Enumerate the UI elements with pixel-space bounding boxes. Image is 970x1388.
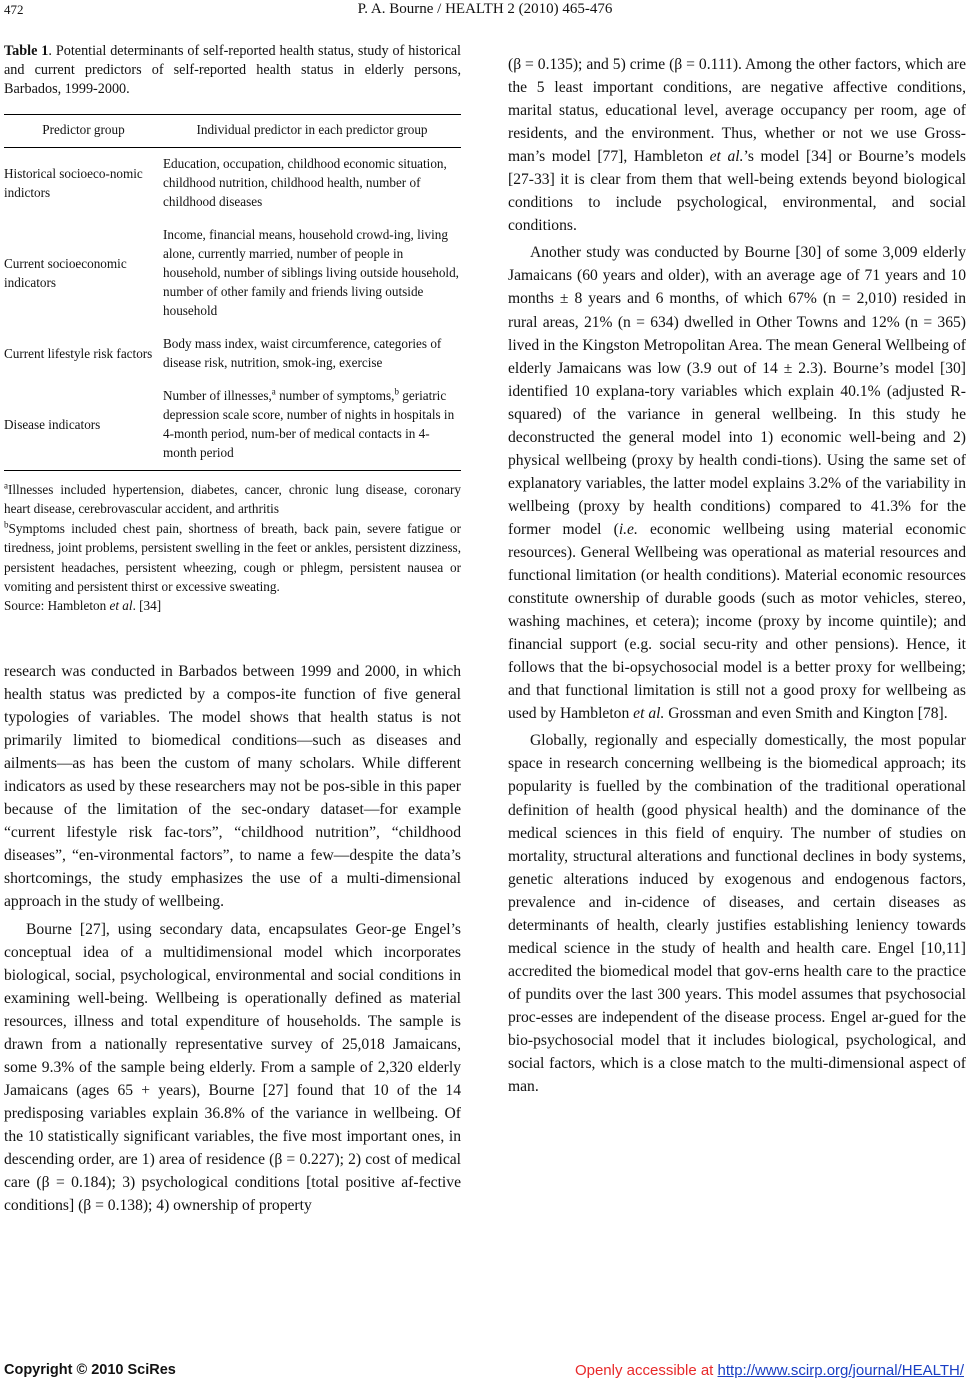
table-caption-text: . Potential determinants of self-reported health status, study of historical and current predictors of self-reported health status in elderly persons, Barbados, 1999-2000.	[4, 43, 461, 97]
left-column	[4, 660, 461, 1217]
right-column	[508, 53, 966, 1098]
copyright-notice: Copyright © 2010 SciRes	[4, 1362, 176, 1378]
table-caption	[4, 42, 461, 99]
table-1-block	[4, 42, 461, 616]
paragraph: Bourne [27], using secondary data, encapsulates Geor-ge Engel’s conceptual idea of a multidimensional model which incorporates biological, social, psychological, environmental and social conditions in examining well-being. Wellbeing is operationally defined as material resources, illness and total expenditure of households. The sample is drawn from a nationally representative survey of 25,018 Jamaicans, some 9.3% of the sample being elderly. From a sample of 2,320 elderly Jamaicans (ages 65 + years), Bourne [27] found that 10 of the 14 predisposing variables explain 36.8% of the variance in wellbeing. Of the 10 statistically significant variables, the five most important ones, in descending order, are 1) area of residence (β = 0.227); 2) cost of medical care (β = 0.184); 3) psychological conditions [total positive af-fective conditions] (β = 0.138); 4) ownership of property	[4, 920, 461, 1215]
table-cell-predictors: Body mass index, waist circumference, categories of disease risk, nutrition, smok-ing, exercise	[163, 336, 442, 370]
table-header-row	[4, 115, 461, 148]
paragraph: (β = 0.135); and 5) crime (β = 0.111). Among the other factors, which are the 5 least important conditions, are negative affective conditions, marital status, educational level, average occupancy per room, age of residents, and the environment. Thus, whether or not we use Gross-man’s model [77], Hambleton et al.’s model [34] or Bourne’s models [27-33] it is clear from them that well-being extends beyond biological conditions to include psychological, environmental, and social conditions.	[508, 56, 966, 235]
page-footer	[0, 1362, 970, 1384]
footnote-marker-b: b	[394, 386, 399, 397]
paragraph: research was conducted in Barbados between 1999 and 2000, in which health status was predicted by a compos-ite function of five general typologies of variables. The model shows that health status is not primarily limited to biomedical conditions—such as diseases and ailments—as has been the custom of many scholars. While different indicators as used by these researchers may not be pos-sible in this paper because of the limitation of the sec-ondary dataset—for example “current lifestyle risk fac-tors”, “childhood nutrition”, “childhood diseases”, “en-vironmental factors”, to name a few—despite the data’s shortcomings, the study emphasizes the use of a multi-dimensional approach in the study of wellbeing.	[4, 663, 461, 911]
table-note-a: $^a$Illnesses included hypertension, diabetes, cancer, chronic lung disease, coronary heart disease, cerebrovascular accident, and arthritis	[4, 480, 461, 517]
table-cell-predictors: Education, occupation, childhood economic situation, childhood nutrition, childhood health, number of childhood diseases	[163, 156, 447, 209]
paragraph: Globally, regionally and especially domestically, the most popular space in research concerning wellbeing is the biomedical approach; its popularity is fuelled by the combination of the traditional operational definition of health (good physical health) and the dominance of the medical sciences in this field of enquiry. The number of studies on mortality, structural alterations and functional declines in body systems, genetic alterations induced by exogenous and endogenous factors, prevalence and in-cidence of diseases, and certain diseases as determinants of health, clearly justifies establishing leniency towards medical science in the study of health and health care. Engel [10,11] accredited the biomedical model that gov-erns health care to the practice of pundits over the last 300 years. This model assumes that psychosocial proc-esses are independent of the disease process. Engel ar-gued for the bio-psychosocial model that it includes biological, psychological, and social factors, which is a close match to the multi-dimensional aspect of man.	[508, 732, 966, 1096]
table-cell-predictors: Number of illnesses,$^a$ number of symptoms,$^b$ geriatric depression scale score, number of nights in hospitals in 4-month period, num-ber of medical contacts in 4-month period	[163, 380, 461, 471]
table-note-b: $^b$Symptoms included chest pain, shortness of breath, back pain, severe fatigue or tiredness, joint problems, persistent swelling in the feet or ankles, persistent dizziness, persistent headaches, persistent wheezing, cough or phlegm, persistent nausea or vomiting and persistent thirst or excessive sweating.	[4, 519, 461, 595]
table-row	[4, 380, 461, 471]
access-notice	[575, 1362, 964, 1379]
table-notes	[4, 480, 461, 616]
running-head: P. A. Bourne / HEALTH 2 (2010) 465-476	[357, 1, 613, 17]
journal-link[interactable]: http://www.scirp.org/journal/HEALTH/	[717, 1362, 964, 1379]
page-number: 472	[4, 2, 24, 17]
table-source: Source: Hambleton et al. [34]	[4, 598, 162, 614]
footnote-marker-a: a	[271, 386, 276, 397]
table-cell-group: Disease indicators	[4, 380, 163, 471]
table-row	[4, 328, 461, 380]
table-cell-predictors: Income, financial means, household crowd-ing, living alone, currently married, number of people in household, number of siblings living outside household, number of other family and friends living outside household	[163, 227, 459, 318]
table-cell-group: Current socioeconomic indicators	[4, 255, 127, 290]
table-row	[4, 219, 461, 328]
page-header	[0, 0, 970, 28]
access-label: Openly accessible at	[574, 1362, 718, 1379]
table-header-individual-predictor: Individual predictor in each predictor group	[163, 115, 461, 148]
table-row	[4, 148, 461, 220]
table-cell-group: Current lifestyle risk factors	[4, 345, 153, 361]
table-1	[4, 114, 461, 471]
table-cell-group: Historical socioeco-nomic indictors	[4, 165, 143, 200]
table-caption-label: Table 1	[4, 43, 49, 59]
paragraph: Another study was conducted by Bourne [30] of some 3,009 elderly Jamaicans (60 years and older), with an average age of 71 years and 10 months ± 8 years and 6 months, of which 67% (n = 2,010) resided in rural areas, 21% (n = 634) dwelled in Other Towns and 12% (n = 365) lived in the Kingston Metropolitan Area. The mean General Wellbeing of elderly Jamaicans was low (3.9 out of 14 ± 2.3). Bourne’s model [30] identified 10 explana-tory variables which explain 40.1% (adjusted R-squared) of the variance in general wellbeing. In this study he deconstructed the general model into 1) economic well-being and 2) physical wellbeing (proxy by health condi-tions). Using the same set of explanatory variables, the latter model explains 3.2% of the variability in wellbeing (proxy by health conditions) compared to 41.3% for the former model (i.e. economic wellbeing using material economic resources). General Wellbeing was operational as material resources and functional limitation (or health conditions). Material economic resources constitute ownership of durable goods (such as motor vehicles, stereo, washing machines, et cetera); income (proxy by income quintile); and financial support (e.g. social secu-rity and other pensions). Hence, it follows that the bi-opsychosocial model is a better proxy for wellbeing; and that functional limitation is still not a good proxy for wellbeing as used by Hambleton et al. Grossman and even Smith and Kington [78].	[508, 244, 966, 723]
table-header-predictor-group: Predictor group	[4, 115, 163, 148]
